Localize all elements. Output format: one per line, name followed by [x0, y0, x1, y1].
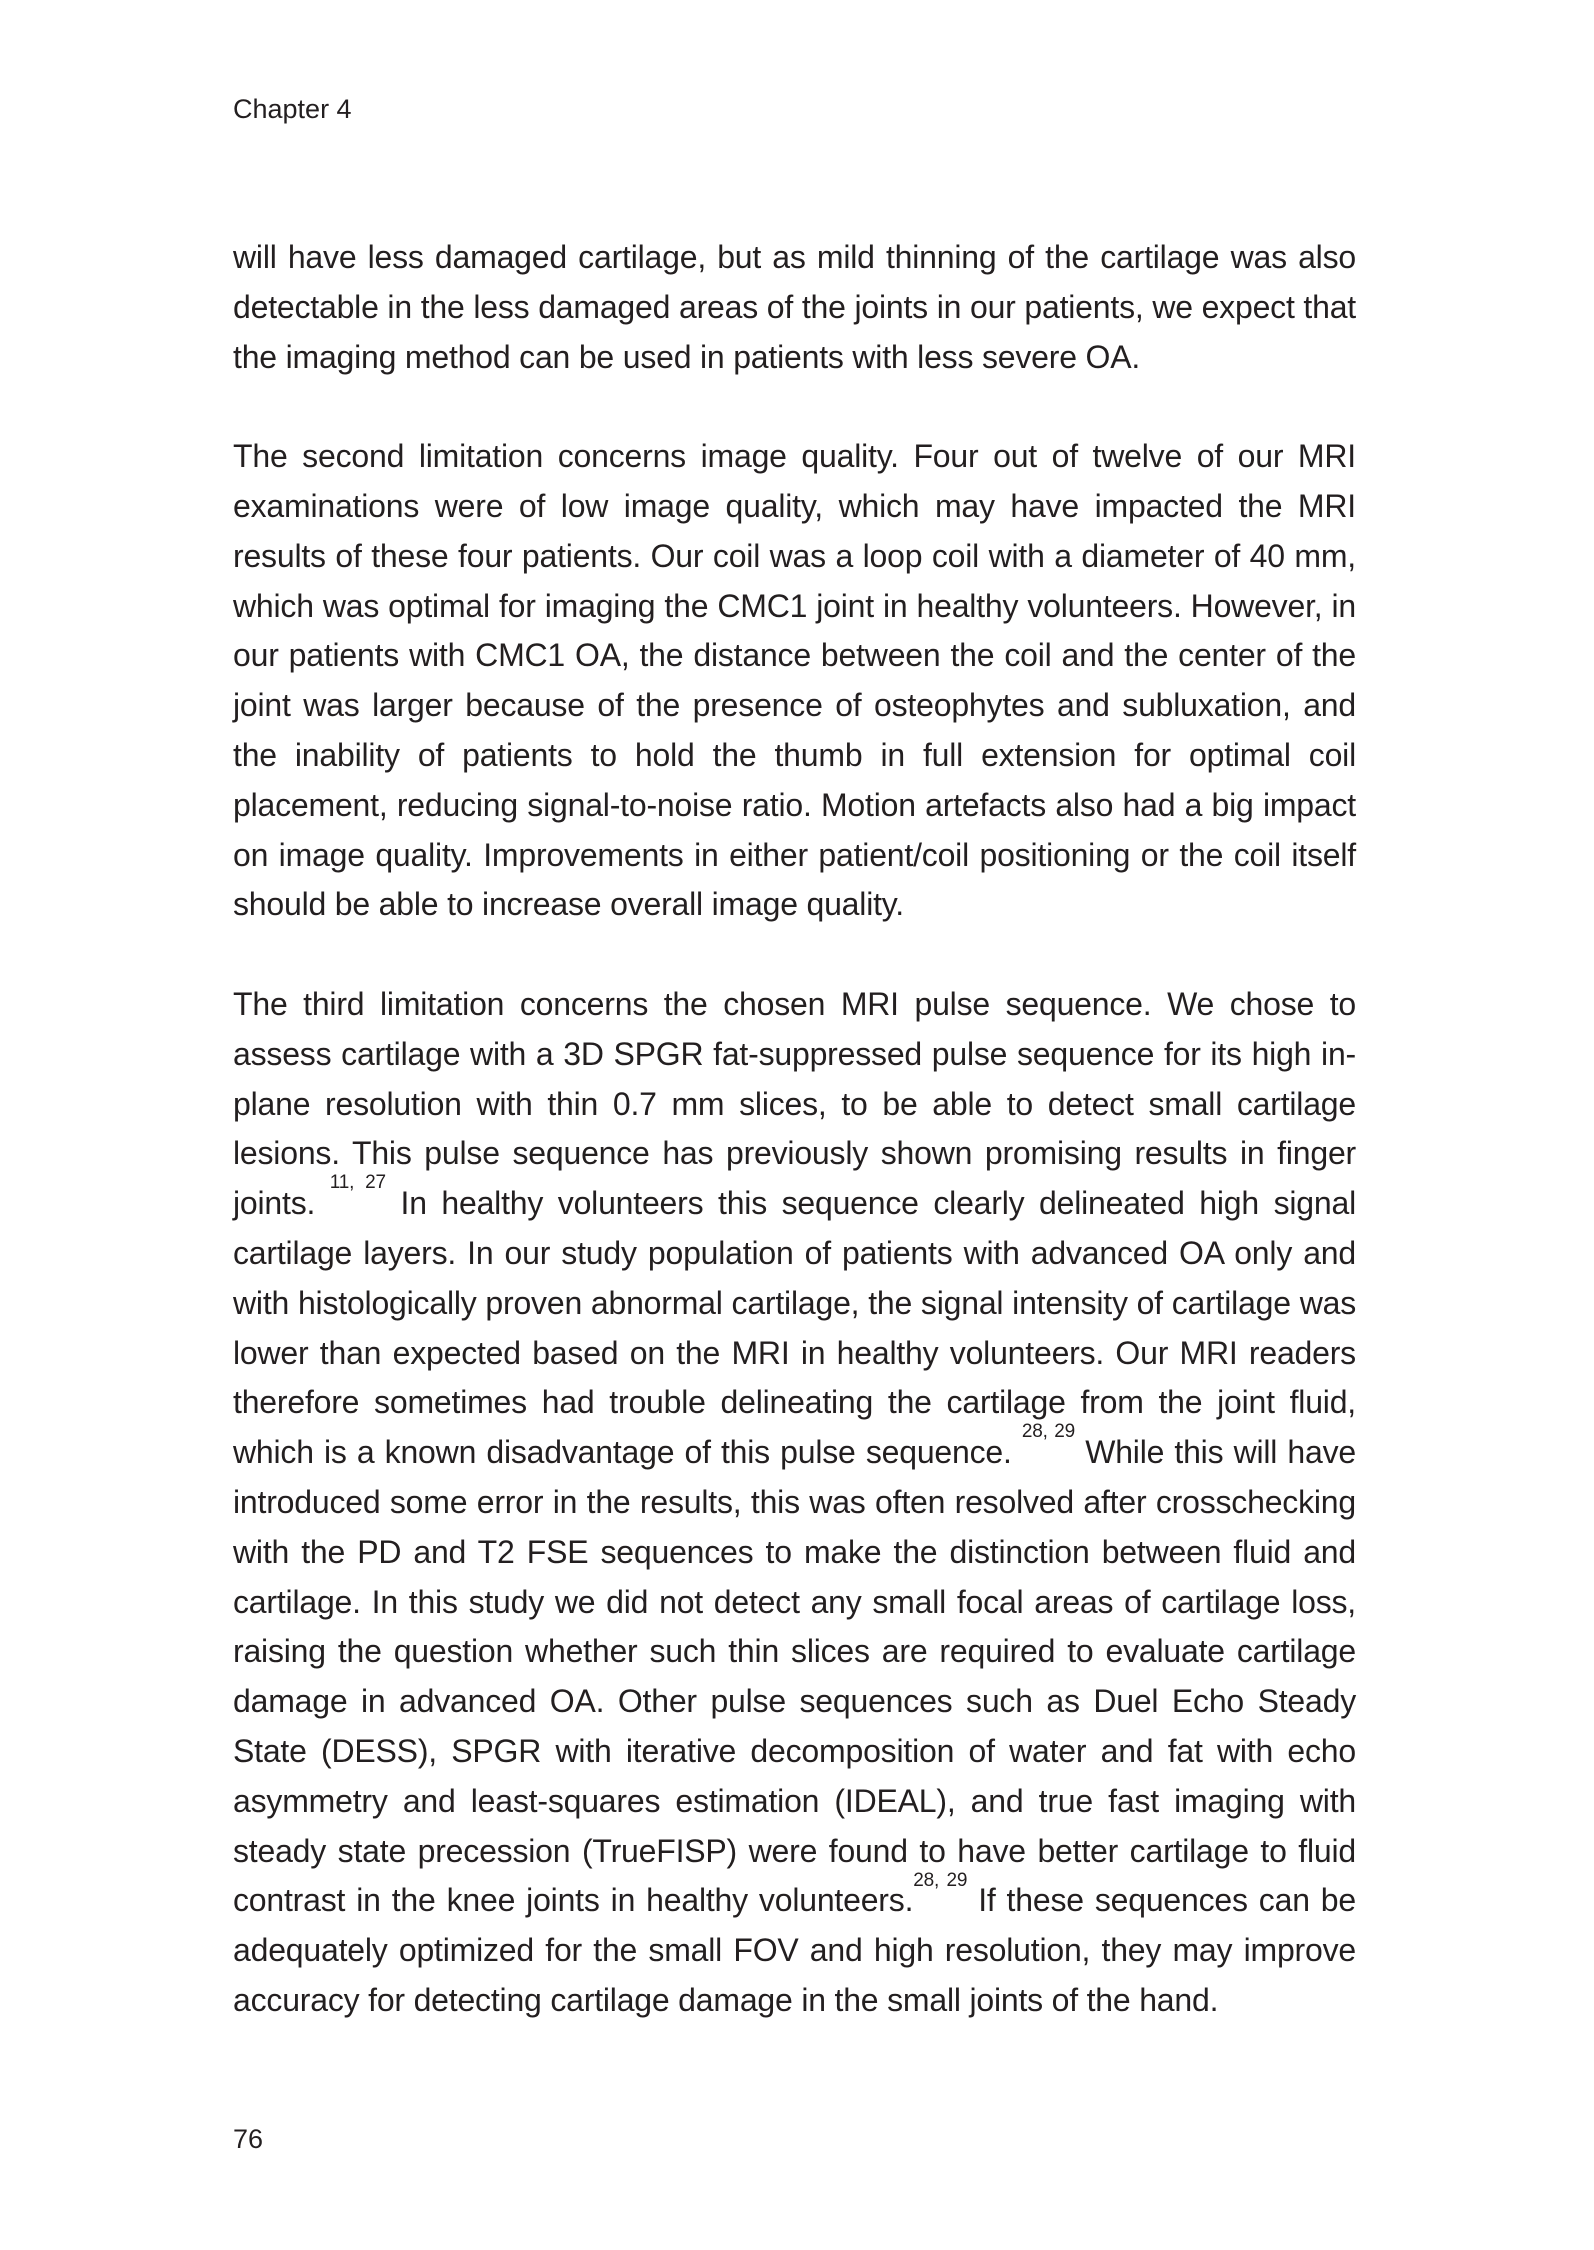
paragraph-text: While this will have introduced some error in the results, this was often resolved after crosschecking with the PD and T2 FSE sequences to make the distinction between fluid and cartilage. In this study we did not detect any small focal areas of cartilage loss, raising the question whether such thin slices are required to evaluate cartilage damage in advanced OA. Other pulse sequences such as Duel Echo Steady State (DESS), SPGR with iterative decomposition of water and fat with echo asymmetry and least-squares estimation (IDEAL), and true fast imaging with steady state precession (TrueFISP) were found to have better cartilage to fluid contrast in the knee joints in healthy volunteers. — [233, 1434, 1356, 1919]
page-number: 76 — [233, 2124, 264, 2154]
paragraph-continuation — [233, 233, 1356, 382]
paragraph-text: The second limitation concerns image quality. Four out of twelve of our MRI examinations were of low image quality, which may have impacted the MRI results of these four patients. Our coil was a loop coil with a diameter of 40 mm, which was optimal for imaging the CMC1 joint in healthy volunteers. However, in our patients with CMC1 OA, the distance between the coil and the center of the joint was larger because of the presence of osteophytes and subluxation, and the inability of patients to hold the thumb in full extension for optimal coil placement, reducing signal-to-noise ratio. Motion artefacts also had a big impact on image quality. Improvements in either patient/coil positioning or the coil itself should be able to increase overall image quality. — [233, 438, 1356, 923]
paragraph-second-limitation — [233, 432, 1356, 930]
running-head: Chapter 4 — [233, 94, 352, 124]
paragraph-text: The third limitation concerns the chosen MRI pulse sequence. We chose to assess cartilage with a 3D SPGR fat-suppressed pulse sequence for its high in-plane resolution with thin 0.7 mm slices, to be able to detect small cartilage lesions. This pulse sequence has previously shown promising results in finger joints. — [233, 985, 1356, 1222]
paragraph-third-limitation — [233, 980, 1356, 2026]
paragraph-text: If these sequences can be adequately optimized for the small FOV and high resolution, they may improve accuracy for detecting cartilage damage in the small joints of the hand. — [233, 1882, 1356, 2018]
citation-superscript: 11, 27 — [329, 1172, 386, 1194]
citation-superscript: 28, 29 — [1021, 1421, 1076, 1443]
citation-superscript: 28, 29 — [913, 1869, 968, 1891]
paragraph-text: will have less damaged cartilage, but as mild thinning of the cartilage was also detectable in the less damaged areas of the joints in our patients, we expect that the imaging method can be used in patients with less severe OA. — [233, 239, 1356, 375]
paragraph-text: In healthy volunteers this sequence clearly delineated high signal cartilage layers. In our study population of patients with advanced OA only and with histologically proven abnormal cartilage, the signal intensity of cartilage was lower than expected based on the MRI in healthy volunteers. Our MRI readers therefore sometimes had trouble delineating the cartilage from the joint fluid, which is a known disadvantage of this pulse sequence. — [233, 1185, 1357, 1471]
body-text — [233, 233, 1356, 2026]
